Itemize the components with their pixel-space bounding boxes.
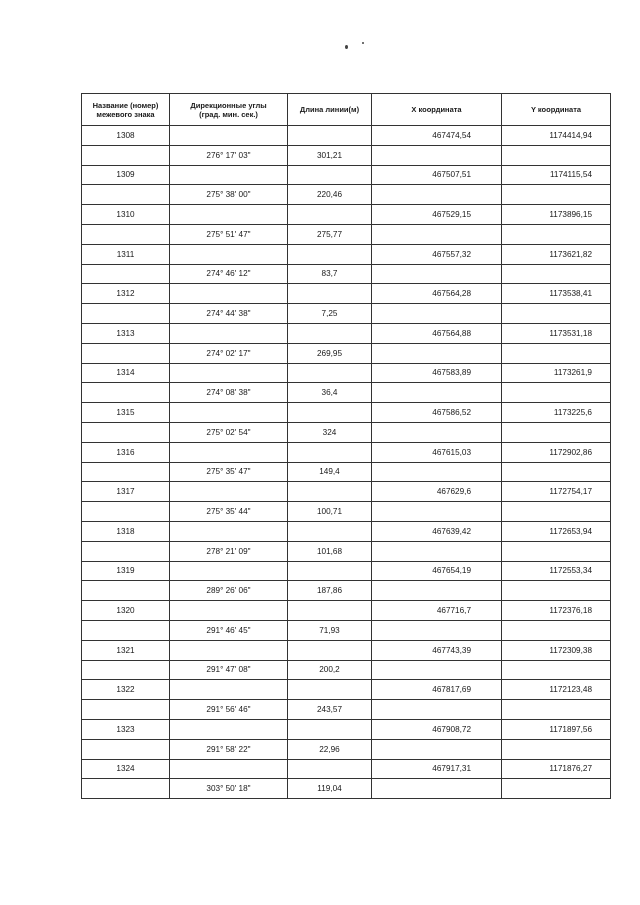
mark-name: 1312 <box>82 284 170 304</box>
direction-angle: 291° 47' 08" <box>170 660 288 680</box>
empty-cell <box>170 323 288 343</box>
direction-angle: 291° 56' 46" <box>170 700 288 720</box>
empty-cell <box>372 304 502 324</box>
empty-cell <box>288 363 372 383</box>
empty-cell <box>170 521 288 541</box>
line-length: 119,04 <box>288 779 372 799</box>
y-coordinate: 1172376,18 <box>502 601 611 621</box>
empty-cell <box>288 126 372 146</box>
table-row <box>82 660 611 680</box>
mark-name: 1324 <box>82 759 170 779</box>
empty-cell <box>170 482 288 502</box>
empty-cell <box>502 185 611 205</box>
x-coordinate: 467908,72 <box>372 719 502 739</box>
empty-cell <box>288 165 372 185</box>
table-row <box>82 581 611 601</box>
y-coordinate: 1171897,56 <box>502 719 611 739</box>
empty-cell <box>288 719 372 739</box>
empty-cell <box>372 264 502 284</box>
mark-name: 1309 <box>82 165 170 185</box>
empty-cell <box>502 779 611 799</box>
empty-cell <box>82 304 170 324</box>
direction-angle: 275° 51' 47" <box>170 224 288 244</box>
line-length: 243,57 <box>288 700 372 720</box>
mark-name: 1322 <box>82 680 170 700</box>
x-coordinate: 467917,31 <box>372 759 502 779</box>
empty-cell <box>170 284 288 304</box>
x-coordinate: 467743,39 <box>372 640 502 660</box>
direction-angle: 275° 35' 47" <box>170 462 288 482</box>
table-row <box>82 304 611 324</box>
empty-cell <box>372 422 502 442</box>
empty-cell <box>288 561 372 581</box>
line-length: 187,86 <box>288 581 372 601</box>
empty-cell <box>502 660 611 680</box>
empty-cell <box>82 462 170 482</box>
empty-cell <box>82 620 170 640</box>
empty-cell <box>502 620 611 640</box>
table-row <box>82 620 611 640</box>
empty-cell <box>82 779 170 799</box>
table-row <box>82 779 611 799</box>
mark-name: 1320 <box>82 601 170 621</box>
y-coordinate: 1172123,48 <box>502 680 611 700</box>
line-length: 83,7 <box>288 264 372 284</box>
table-row <box>82 145 611 165</box>
direction-angle: 275° 02' 54" <box>170 422 288 442</box>
empty-cell <box>82 422 170 442</box>
table-row <box>82 640 611 660</box>
line-length: 220,46 <box>288 185 372 205</box>
table-row <box>82 205 611 225</box>
table-row <box>82 719 611 739</box>
empty-cell <box>170 601 288 621</box>
empty-cell <box>82 224 170 244</box>
empty-cell <box>502 739 611 759</box>
y-coordinate: 1174414,94 <box>502 126 611 146</box>
x-coordinate: 467586,52 <box>372 403 502 423</box>
empty-cell <box>82 660 170 680</box>
empty-cell <box>82 700 170 720</box>
empty-cell <box>502 383 611 403</box>
table-row <box>82 601 611 621</box>
table-row <box>82 561 611 581</box>
y-coordinate: 1172902,86 <box>502 442 611 462</box>
line-length: 22,96 <box>288 739 372 759</box>
x-coordinate: 467639,42 <box>372 521 502 541</box>
y-coordinate: 1172653,94 <box>502 521 611 541</box>
empty-cell <box>372 541 502 561</box>
table-row <box>82 244 611 264</box>
table-row <box>82 383 611 403</box>
empty-cell <box>372 620 502 640</box>
mark-name: 1308 <box>82 126 170 146</box>
header-line-length: Длина линии(м) <box>288 94 372 126</box>
empty-cell <box>82 264 170 284</box>
line-length: 36,4 <box>288 383 372 403</box>
direction-angle: 278° 21' 09" <box>170 541 288 561</box>
table-row <box>82 521 611 541</box>
empty-cell <box>288 601 372 621</box>
empty-cell <box>82 541 170 561</box>
line-length: 275,77 <box>288 224 372 244</box>
table-row <box>82 343 611 363</box>
y-coordinate: 1173621,82 <box>502 244 611 264</box>
direction-angle: 275° 35' 44" <box>170 502 288 522</box>
line-length: 324 <box>288 422 372 442</box>
table-row <box>82 442 611 462</box>
empty-cell <box>170 205 288 225</box>
table-header-row <box>82 94 611 126</box>
x-coordinate: 467507,51 <box>372 165 502 185</box>
y-coordinate: 1172553,34 <box>502 561 611 581</box>
empty-cell <box>502 145 611 165</box>
x-coordinate: 467474,54 <box>372 126 502 146</box>
table-row <box>82 284 611 304</box>
table-row <box>82 482 611 502</box>
scan-speck <box>345 45 348 49</box>
empty-cell <box>288 442 372 462</box>
table-row <box>82 323 611 343</box>
empty-cell <box>372 383 502 403</box>
empty-cell <box>372 581 502 601</box>
header-x-coordinate: X координата <box>372 94 502 126</box>
header-mark-name: Название (номер) межевого знака <box>82 94 170 126</box>
table-row <box>82 185 611 205</box>
empty-cell <box>372 224 502 244</box>
empty-cell <box>372 185 502 205</box>
line-length: 71,93 <box>288 620 372 640</box>
empty-cell <box>502 264 611 284</box>
direction-angle: 276° 17' 03" <box>170 145 288 165</box>
empty-cell <box>372 739 502 759</box>
empty-cell <box>502 462 611 482</box>
empty-cell <box>82 581 170 601</box>
table-row <box>82 224 611 244</box>
empty-cell <box>170 640 288 660</box>
mark-name: 1316 <box>82 442 170 462</box>
table-row <box>82 462 611 482</box>
empty-cell <box>170 126 288 146</box>
empty-cell <box>502 700 611 720</box>
x-coordinate: 467529,15 <box>372 205 502 225</box>
y-coordinate: 1173531,18 <box>502 323 611 343</box>
empty-cell <box>372 779 502 799</box>
empty-cell <box>82 145 170 165</box>
y-coordinate: 1174115,54 <box>502 165 611 185</box>
table-row <box>82 739 611 759</box>
y-coordinate: 1173225,6 <box>502 403 611 423</box>
empty-cell <box>170 719 288 739</box>
empty-cell <box>288 482 372 502</box>
direction-angle: 303° 50' 18" <box>170 779 288 799</box>
empty-cell <box>82 383 170 403</box>
empty-cell <box>170 561 288 581</box>
table-row <box>82 759 611 779</box>
line-length: 7,25 <box>288 304 372 324</box>
empty-cell <box>288 205 372 225</box>
table-row <box>82 165 611 185</box>
line-length: 100,71 <box>288 502 372 522</box>
direction-angle: 274° 08' 38" <box>170 383 288 403</box>
x-coordinate: 467557,32 <box>372 244 502 264</box>
mark-name: 1311 <box>82 244 170 264</box>
table-row <box>82 264 611 284</box>
x-coordinate: 467629,6 <box>372 482 502 502</box>
mark-name: 1318 <box>82 521 170 541</box>
empty-cell <box>288 680 372 700</box>
empty-cell <box>502 422 611 442</box>
x-coordinate: 467583,89 <box>372 363 502 383</box>
table-row <box>82 541 611 561</box>
mark-name: 1310 <box>82 205 170 225</box>
table-row <box>82 363 611 383</box>
y-coordinate: 1173896,15 <box>502 205 611 225</box>
table-row <box>82 680 611 700</box>
empty-cell <box>170 442 288 462</box>
x-coordinate: 467654,19 <box>372 561 502 581</box>
table-row <box>82 700 611 720</box>
direction-angle: 274° 02' 17" <box>170 343 288 363</box>
scan-speck <box>362 42 364 44</box>
empty-cell <box>502 581 611 601</box>
direction-angle: 289° 26' 06" <box>170 581 288 601</box>
y-coordinate: 1172309,38 <box>502 640 611 660</box>
empty-cell <box>502 502 611 522</box>
empty-cell <box>502 343 611 363</box>
empty-cell <box>82 343 170 363</box>
empty-cell <box>372 660 502 680</box>
header-y-coordinate: Y координата <box>502 94 611 126</box>
mark-name: 1319 <box>82 561 170 581</box>
empty-cell <box>502 541 611 561</box>
header-direction-angle: Дирекционные углы (град. мин. сек.) <box>170 94 288 126</box>
empty-cell <box>372 343 502 363</box>
x-coordinate: 467564,88 <box>372 323 502 343</box>
empty-cell <box>288 403 372 423</box>
empty-cell <box>82 502 170 522</box>
table-row <box>82 403 611 423</box>
line-length: 101,68 <box>288 541 372 561</box>
y-coordinate: 1171876,27 <box>502 759 611 779</box>
mark-name: 1314 <box>82 363 170 383</box>
table-row <box>82 502 611 522</box>
y-coordinate: 1172754,17 <box>502 482 611 502</box>
mark-name: 1315 <box>82 403 170 423</box>
empty-cell <box>170 680 288 700</box>
direction-angle: 275° 38' 00" <box>170 185 288 205</box>
empty-cell <box>288 759 372 779</box>
empty-cell <box>82 739 170 759</box>
empty-cell <box>288 244 372 264</box>
mark-name: 1313 <box>82 323 170 343</box>
empty-cell <box>502 224 611 244</box>
empty-cell <box>170 759 288 779</box>
boundary-coordinates-table <box>81 93 611 799</box>
empty-cell <box>288 521 372 541</box>
line-length: 301,21 <box>288 145 372 165</box>
empty-cell <box>170 165 288 185</box>
direction-angle: 274° 46' 12" <box>170 264 288 284</box>
empty-cell <box>82 185 170 205</box>
table-body <box>82 126 611 799</box>
y-coordinate: 1173261,9 <box>502 363 611 383</box>
empty-cell <box>372 462 502 482</box>
direction-angle: 291° 58' 22" <box>170 739 288 759</box>
x-coordinate: 467564,28 <box>372 284 502 304</box>
empty-cell <box>170 403 288 423</box>
line-length: 269,95 <box>288 343 372 363</box>
empty-cell <box>288 284 372 304</box>
line-length: 149,4 <box>288 462 372 482</box>
mark-name: 1321 <box>82 640 170 660</box>
empty-cell <box>372 145 502 165</box>
empty-cell <box>170 363 288 383</box>
empty-cell <box>502 304 611 324</box>
table-row <box>82 126 611 146</box>
mark-name: 1317 <box>82 482 170 502</box>
empty-cell <box>288 323 372 343</box>
table-row <box>82 422 611 442</box>
empty-cell <box>372 502 502 522</box>
x-coordinate: 467716,7 <box>372 601 502 621</box>
y-coordinate: 1173538,41 <box>502 284 611 304</box>
x-coordinate: 467615,03 <box>372 442 502 462</box>
line-length: 200,2 <box>288 660 372 680</box>
empty-cell <box>288 640 372 660</box>
direction-angle: 291° 46' 45" <box>170 620 288 640</box>
direction-angle: 274° 44' 38" <box>170 304 288 324</box>
x-coordinate: 467817,69 <box>372 680 502 700</box>
empty-cell <box>372 700 502 720</box>
empty-cell <box>170 244 288 264</box>
mark-name: 1323 <box>82 719 170 739</box>
